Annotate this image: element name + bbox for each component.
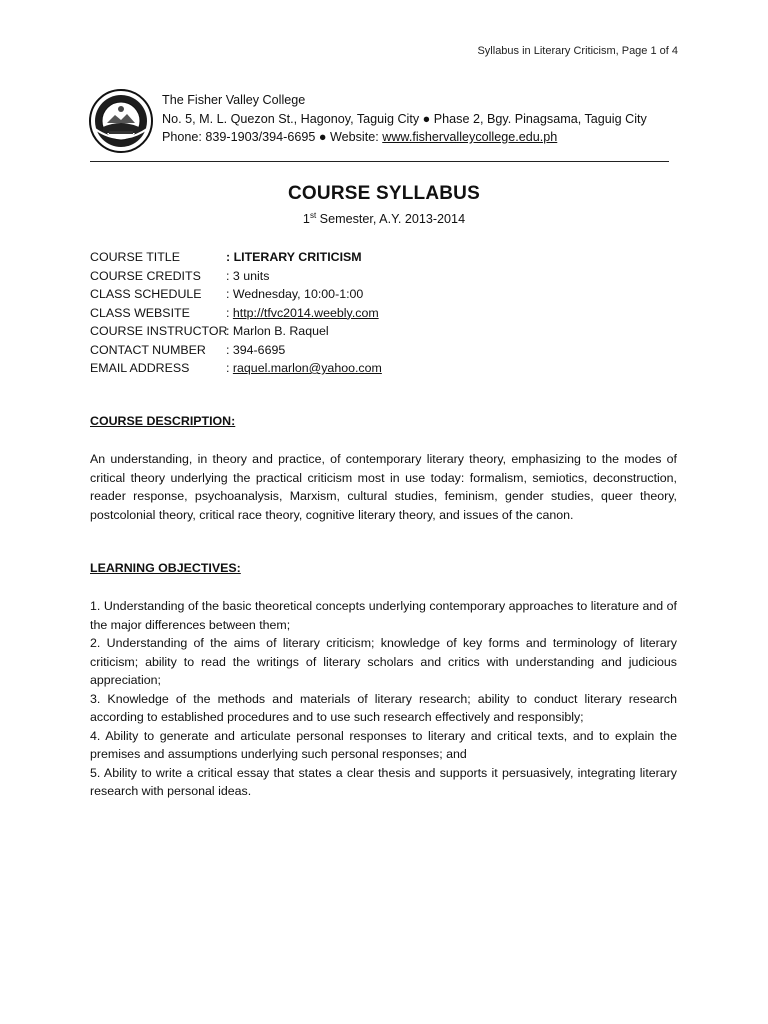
college-seal-logo bbox=[89, 89, 153, 153]
course-credits-row bbox=[90, 267, 382, 286]
semester-text: Semester, A.Y. 2013-2014 bbox=[316, 212, 466, 227]
course-title-row bbox=[90, 248, 382, 267]
course-info-table bbox=[90, 248, 382, 378]
class-schedule-row bbox=[90, 285, 382, 304]
course-description-heading: COURSE DESCRIPTION: bbox=[90, 414, 236, 428]
page-header-note: Syllabus in Literary Criticism, Page 1 of 4 bbox=[477, 45, 678, 57]
college-name: The Fisher Valley College bbox=[162, 93, 306, 107]
email-colon: : bbox=[226, 361, 233, 375]
semester-number: 1 bbox=[302, 212, 310, 227]
email-link[interactable]: raquel.marlon@yahoo.com bbox=[232, 361, 382, 375]
semester-line bbox=[0, 211, 768, 226]
class-website-colon: : bbox=[226, 305, 233, 320]
email-address-label: EMAIL ADDRESS bbox=[90, 361, 190, 375]
learning-objectives-list bbox=[90, 597, 677, 801]
contact-number-value: : 394-6695 bbox=[226, 342, 286, 357]
objective-item: 4. Ability to generate and articulate personal responses to literary and critical texts, and to explain the premises and assumptions underlying such personal responses; and bbox=[90, 728, 677, 761]
class-schedule-label: CLASS SCHEDULE bbox=[90, 287, 202, 301]
course-credits-value: : 3 units bbox=[226, 268, 270, 283]
email-address-row bbox=[90, 359, 382, 378]
objective-item: 5. Ability to write a critical essay that states a clear thesis and supports it persuasively, integrating literary research with personal ideas. bbox=[90, 765, 677, 798]
course-title-value: : LITERARY CRITICISM bbox=[226, 250, 362, 264]
contact-number-label: CONTACT NUMBER bbox=[90, 342, 206, 357]
course-title-label: COURSE TITLE bbox=[90, 250, 180, 264]
college-address: No. 5, M. L. Quezon St., Hagonoy, Taguig City ● Phase 2, Bgy. Pinagsama, Taguig City bbox=[162, 111, 647, 126]
class-website-value bbox=[226, 304, 379, 323]
class-schedule-value: : Wednesday, 10:00-1:00 bbox=[226, 287, 364, 301]
class-website-link[interactable]: http://tfvc2014.weebly.com bbox=[232, 305, 379, 320]
header-divider bbox=[90, 161, 669, 162]
course-description-paragraph: An understanding, in theory and practice, of contemporary literary theory, emphasizing to the modes of critical theory underlying the practical criticism most in use today: formalism, semiotics, deconstruction, reader response, psychoanalysis, Marxism, cultural studies, feminism, gender studies, queer theory, postcolonial theory, critical race theory, cognitive literary theory, and issues of the canon. bbox=[90, 452, 677, 522]
learning-objectives-heading: LEARNING OBJECTIVES: bbox=[90, 561, 241, 575]
objective-item: 2. Understanding of the aims of literary criticism; knowledge of key forms and terminology of literary criticism; ability to read the writings of literary scholars and critics with understanding and judicious appreciation; bbox=[90, 636, 677, 687]
college-website-link[interactable]: www.fishervalleycollege.edu.ph bbox=[382, 130, 558, 144]
course-credits-label: COURSE CREDITS bbox=[90, 268, 201, 283]
semester-suffix: st bbox=[309, 211, 317, 220]
course-instructor-value: : Marlon B. Raquel bbox=[226, 324, 329, 338]
college-info bbox=[162, 91, 647, 147]
class-website-row bbox=[90, 304, 382, 323]
college-contact bbox=[162, 128, 647, 147]
course-instructor-label: COURSE INSTRUCTOR bbox=[90, 324, 228, 338]
objective-item: 3. Knowledge of the methods and materials of literary research; ability to conduct literary research according to established procedures and to use such research effectively and responsibly; bbox=[90, 691, 677, 724]
college-phone: Phone: 839-1903/394-6695 ● Website: bbox=[162, 130, 383, 144]
course-instructor-row bbox=[90, 322, 382, 341]
document-title: COURSE SYLLABUS bbox=[288, 183, 480, 204]
email-address-value bbox=[226, 359, 382, 378]
objective-item: 1. Understanding of the basic theoretical concepts underlying contemporary approaches to literature and of the major differences between them; bbox=[90, 599, 677, 632]
course-description-text bbox=[90, 450, 677, 524]
contact-number-row bbox=[90, 341, 382, 360]
class-website-label: CLASS WEBSITE bbox=[90, 305, 190, 320]
